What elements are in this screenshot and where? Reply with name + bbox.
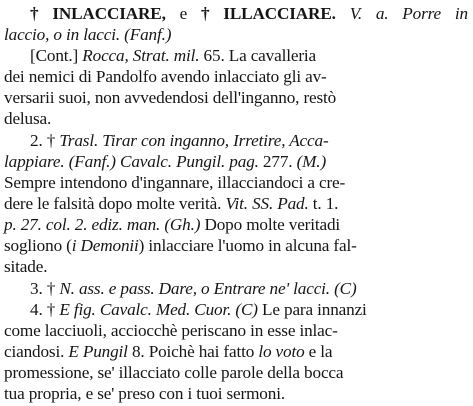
italic-text: laccio, o in lacci. (Fanf.) (4, 25, 172, 44)
entry-line (30, 131, 329, 151)
italic-text: E fig. Cavalc. Med. Cuor. (C) (59, 300, 258, 319)
entry-line (4, 194, 338, 214)
body-text: tua propria, e se' preso con i tuoi sermoni. (4, 384, 285, 403)
entry-line (30, 46, 316, 66)
entry-line (30, 279, 357, 299)
entry-line (4, 67, 327, 87)
body-text: come lacciuoli, acciocchè periscano in esse inlac- (4, 321, 338, 340)
italic-text: N. ass. e pass. Dare, o Entrare ne' lacci. (C) (59, 279, 357, 298)
body-text: 65. La cavalleria (199, 46, 316, 65)
headword: † ILLACCIARE. (200, 4, 336, 23)
entry-line (30, 300, 367, 320)
headword: † INLACCIARE, (30, 4, 166, 23)
entry-line (4, 88, 336, 108)
body-text: 8. Poichè hai fatto (127, 342, 259, 361)
italic-text: Trasl. Tirar con inganno, Irretire, Acca- (59, 131, 329, 150)
entry-line (4, 215, 340, 235)
italic-text: E Pungil (68, 342, 128, 361)
italic-text: V. a. Porre in (349, 4, 468, 23)
italic-text: p. 27. col. 2. ediz. man. (Gh.) (4, 215, 201, 234)
italic-text: lo voto (258, 342, 305, 361)
body-text: [Cont.] (30, 46, 83, 65)
body-text: e la (304, 342, 333, 361)
body-text: 277. (258, 152, 297, 171)
body-text: sogliono ( (4, 236, 72, 255)
entry-line (4, 25, 171, 45)
entry-line (4, 257, 47, 277)
body-text: sitade. (4, 257, 48, 276)
body-text: e (165, 4, 201, 23)
body-text: Dopo molte veritadi (200, 215, 341, 234)
body-text: 3. † (30, 279, 60, 298)
entry-line (4, 342, 332, 362)
italic-text: Vit. SS. Pad. (225, 194, 309, 213)
body-text: ) inlacciare l'uomo in alcuna fal- (138, 236, 357, 255)
entry-line (4, 152, 326, 172)
entry-line (4, 109, 51, 129)
body-text: versarii suoi, non avvedendosi dell'inganno, restò (4, 88, 337, 107)
body-text: dei nemici di Pandolfo avendo inlacciato gli av- (4, 67, 327, 86)
entry-line (30, 4, 468, 24)
entry-line (4, 321, 338, 341)
body-text: Sempre intendono d'ingannare, illacciandoci a cre- (4, 173, 346, 192)
body-text: ciandosi. (4, 342, 69, 361)
body-text: Le para innanzi (257, 300, 367, 319)
body-text: promessione, se' illacciato colle parole della bocca (4, 363, 344, 382)
body-text: 2. † (30, 131, 60, 150)
body-text: 4. † (30, 300, 60, 319)
entry-line (4, 363, 343, 383)
italic-text: (M.) (296, 152, 327, 171)
entry-line (4, 384, 285, 404)
italic-text: i Demonii (71, 236, 139, 255)
body-text: dere le falsità dopo molte verità. (4, 194, 226, 213)
italic-text: Rocca, Strat. mil. (82, 46, 200, 65)
entry-line (4, 173, 345, 193)
body-text: t. 1. (308, 194, 339, 213)
italic-text: lappiare. (Fanf.) Cavalc. Pungil. pag. (4, 152, 259, 171)
body-text: delusa. (4, 109, 52, 128)
body-text (336, 4, 350, 23)
entry-line (4, 236, 357, 256)
